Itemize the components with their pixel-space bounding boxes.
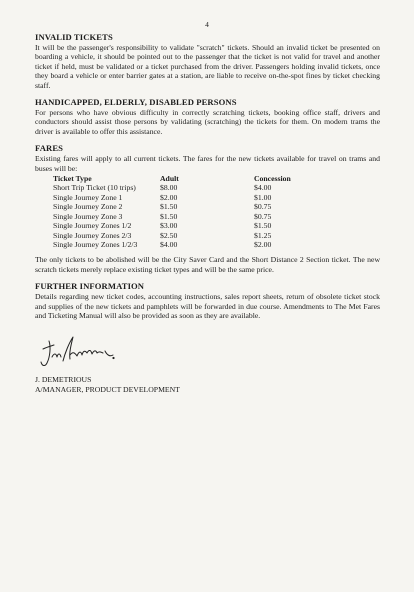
table-row bbox=[53, 202, 291, 211]
adult-fare-cell: $4.00 bbox=[160, 239, 178, 249]
concession-fare-cell: $1.00 bbox=[254, 192, 272, 202]
ticket-type-cell: Single Journey Zones 2/3 bbox=[53, 230, 132, 240]
section-paragraph: Details regarding new ticket codes, accounting instructions, sales report sheets, return of obsolete ticket stock and supplies of the new tickets and pamphlets will be forwarded in due course. Amendments to The Met Fares and Ticketing Manual will also be provided as soon as they are available. bbox=[35, 292, 380, 320]
section-heading: FARES bbox=[35, 143, 64, 154]
concession-fare-cell: $0.75 bbox=[254, 202, 272, 212]
ticket-type-cell: Single Journey Zone 3 bbox=[53, 211, 123, 221]
section-invalid-tickets bbox=[35, 32, 380, 90]
ticket-type-cell: Short Trip Ticket (10 trips) bbox=[53, 183, 136, 193]
adult-fare-cell: $8.00 bbox=[160, 183, 178, 193]
adult-fare-cell: $2.00 bbox=[160, 192, 178, 202]
fares-note: The only tickets to be abolished will be the City Saver Card and the Short Distance 2 Section ticket. The new scratch tickets merely replace existing ticket types and will be the same price. bbox=[35, 255, 380, 274]
section-handicapped bbox=[35, 97, 380, 136]
adult-fare-cell: $1.50 bbox=[160, 211, 178, 221]
ticket-type-cell: Single Journey Zone 2 bbox=[53, 202, 123, 212]
concession-fare-cell: $0.75 bbox=[254, 211, 272, 221]
table-row bbox=[53, 240, 291, 249]
ticket-type-cell: Single Journey Zones 1/2/3 bbox=[53, 239, 138, 249]
fares-table-header-row bbox=[53, 174, 291, 183]
concession-fare-cell: $2.00 bbox=[254, 239, 272, 249]
document-body bbox=[35, 32, 380, 394]
section-heading: HANDICAPPED, ELDERLY, DISABLED PERSONS bbox=[35, 97, 237, 108]
column-header: Ticket Type bbox=[53, 174, 92, 184]
section-heading: FURTHER INFORMATION bbox=[35, 281, 145, 292]
section-heading: INVALID TICKETS bbox=[35, 32, 113, 42]
signer-block bbox=[35, 375, 380, 394]
column-header: Adult bbox=[160, 174, 179, 184]
section-paragraph: It will be the passenger's responsibility to validate "scratch" tickets. Should an invalid ticket be presented on boarding a vehicle, it should be pointed out to the passenger that the ticket is not valid for travel and another ticket if held, must be validated or a ticket purchased from the driver. Passengers holding invalid tickets, once they board a vehicle or enter barrier gates at a station, are liable to receive on-the-spot fines by ticket checking staff. bbox=[35, 43, 380, 90]
concession-fare-cell: $1.50 bbox=[254, 221, 272, 231]
column-header: Concession bbox=[254, 174, 291, 184]
table-row bbox=[53, 231, 291, 240]
fares-intro: Existing fares will apply to all current tickets. The fares for the new tickets available for travel on trams and buses will be: bbox=[35, 154, 380, 173]
table-row bbox=[53, 193, 291, 202]
adult-fare-cell: $1.50 bbox=[160, 202, 178, 212]
fares-table bbox=[53, 174, 291, 249]
page-number: 4 bbox=[205, 20, 209, 29]
adult-fare-cell: $3.00 bbox=[160, 221, 178, 231]
ticket-type-cell: Single Journey Zones 1/2 bbox=[53, 221, 132, 231]
table-row bbox=[53, 212, 291, 221]
adult-fare-cell: $2.50 bbox=[160, 230, 178, 240]
table-row bbox=[53, 221, 291, 230]
section-fares bbox=[35, 143, 380, 274]
concession-fare-cell: $1.25 bbox=[254, 230, 272, 240]
signer-title: A/MANAGER, PRODUCT DEVELOPMENT bbox=[35, 384, 180, 394]
handwritten-signature bbox=[35, 327, 380, 375]
concession-fare-cell: $4.00 bbox=[254, 183, 272, 193]
signature-image bbox=[37, 331, 117, 375]
table-row bbox=[53, 183, 291, 192]
section-paragraph: For persons who have obvious difficulty in correctly scratching tickets, booking office staff, drivers and conductors should assist those persons by validating (scratching) the tickets for them. On modern trams the driver is available to offer this assistance. bbox=[35, 108, 380, 136]
ticket-type-cell: Single Journey Zone 1 bbox=[53, 192, 123, 202]
signer-name: J. DEMETRIOUS bbox=[35, 375, 92, 385]
section-further-information bbox=[35, 281, 380, 320]
